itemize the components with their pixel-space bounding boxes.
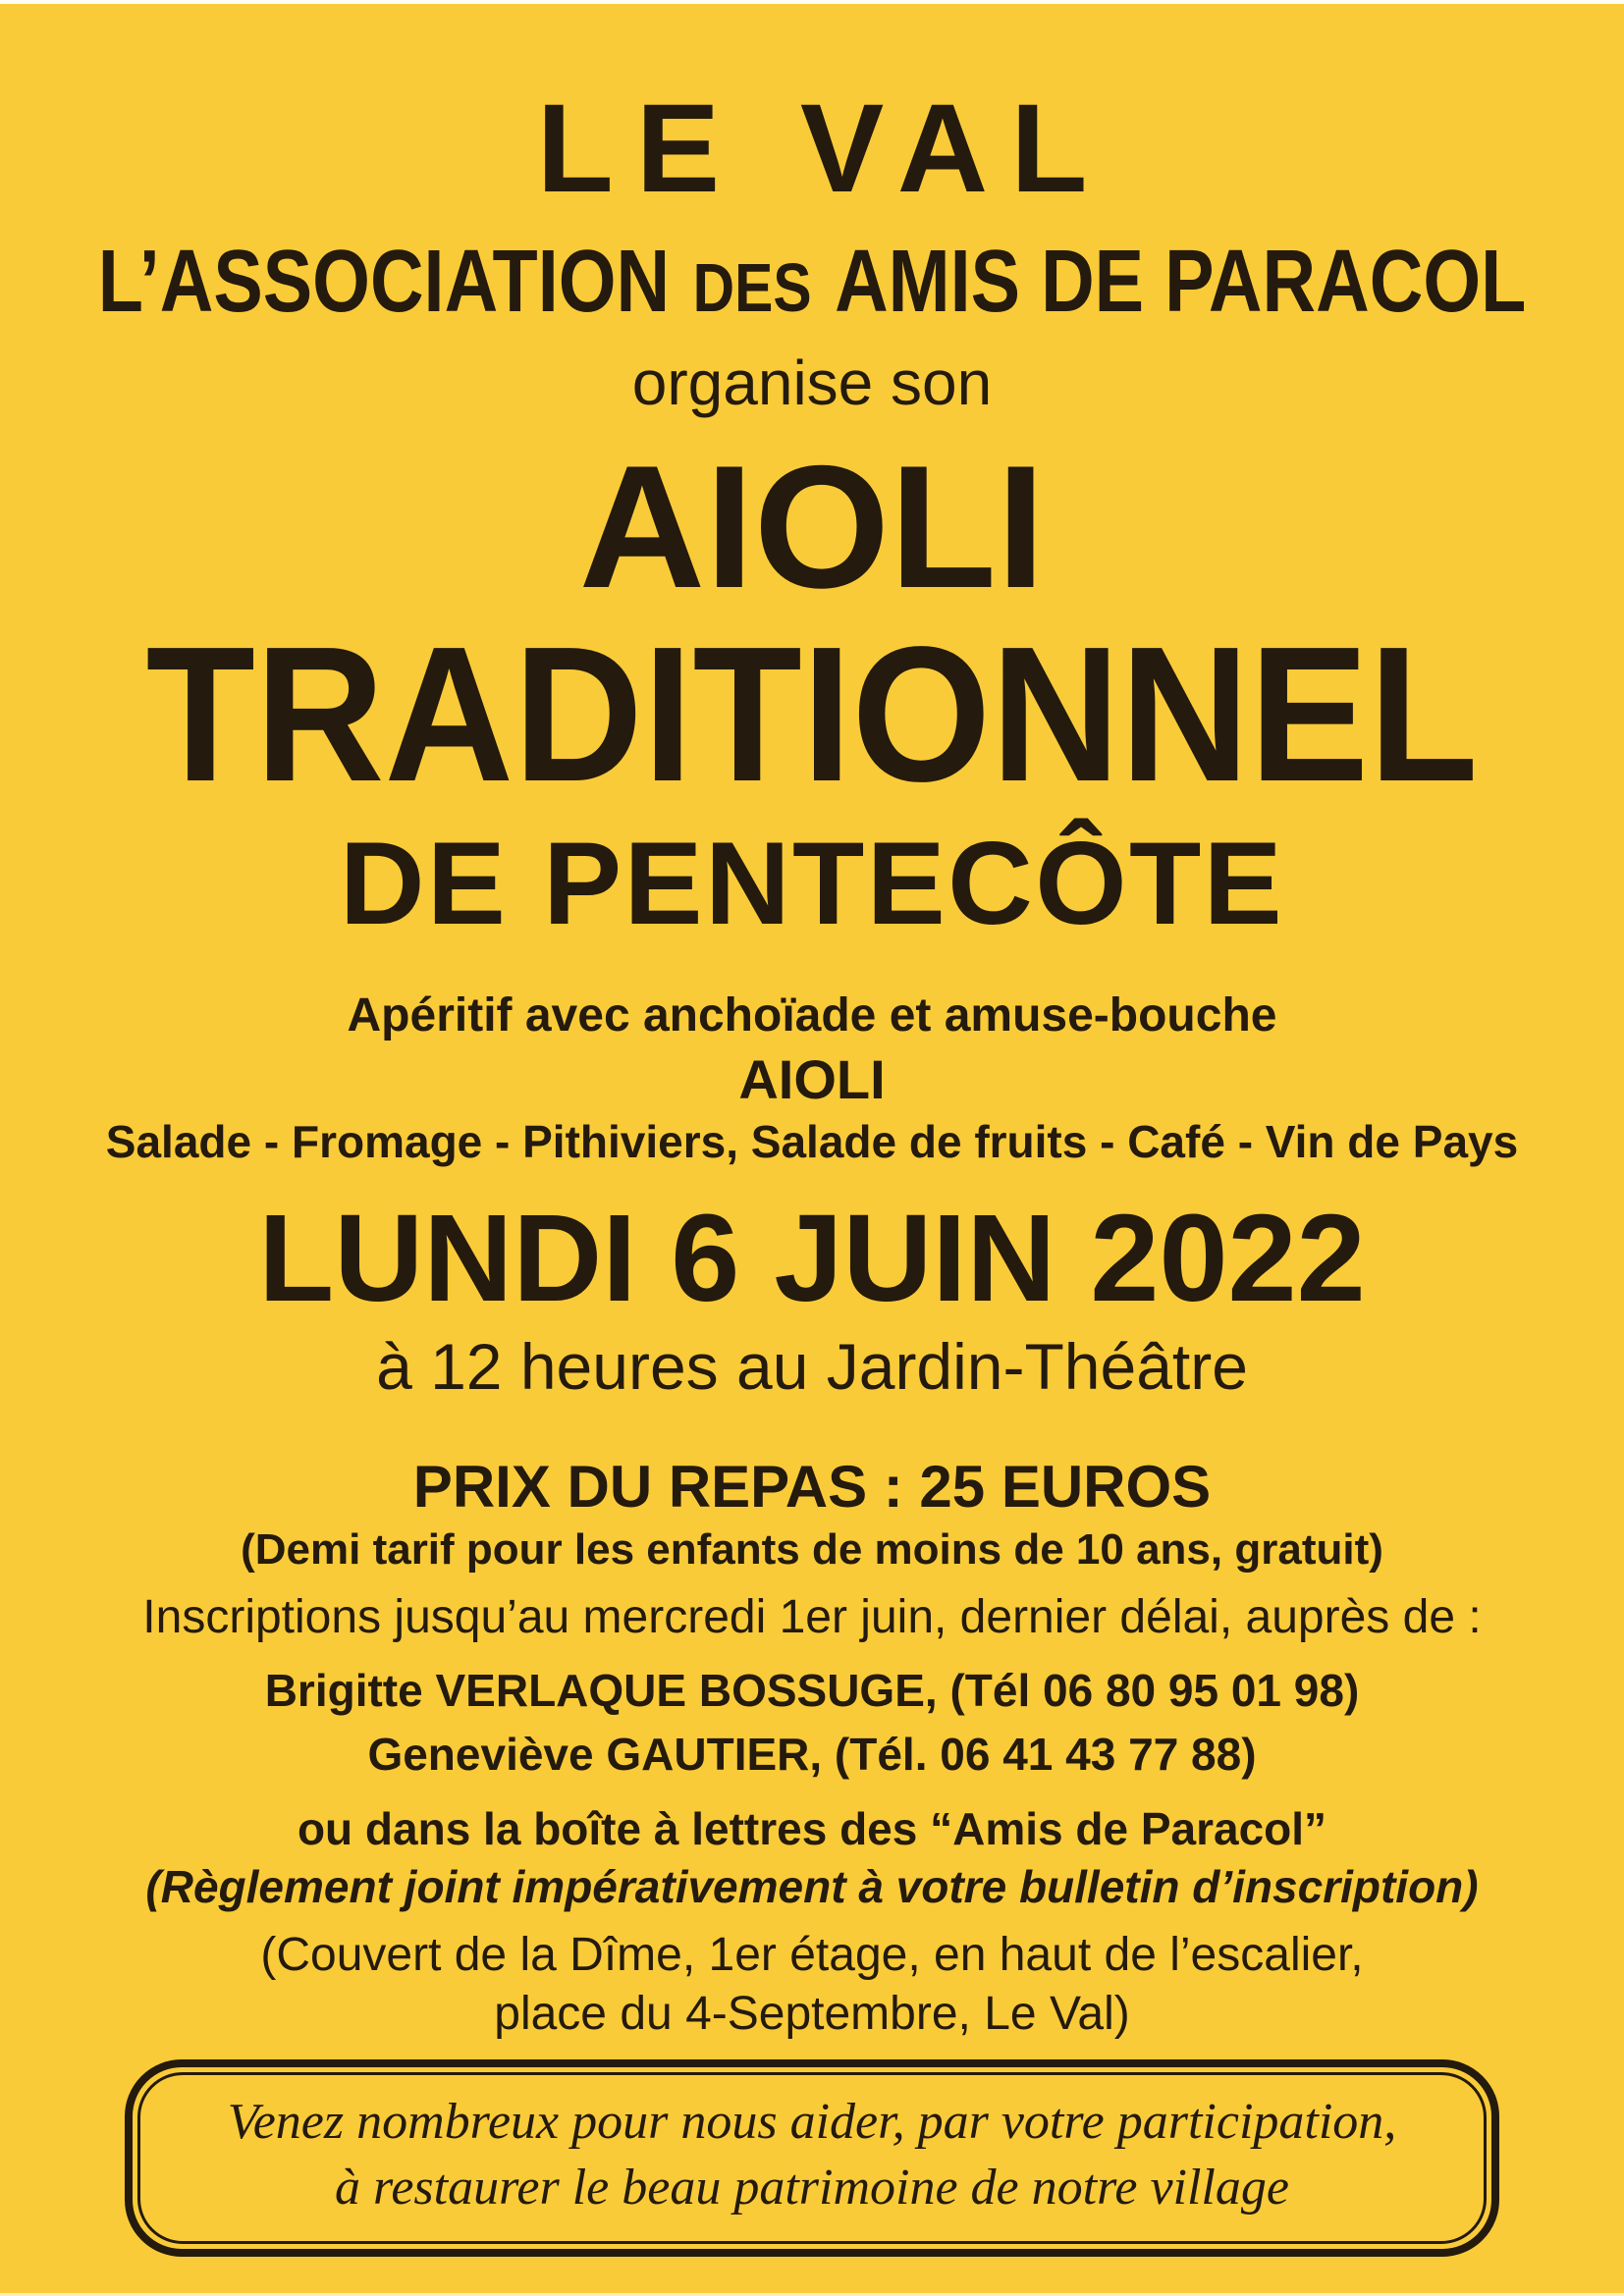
mailbox-option: ou dans la boîte à lettres des “Amis de Paracol”: [297, 1802, 1327, 1854]
payment-note: (Règlement joint impérativement à votre bulletin d’inscription): [145, 1861, 1479, 1913]
event-date: LUNDI 6 JUIN 2022: [258, 1189, 1366, 1328]
menu-aperitif: Apéritif avec anchoïade et amuse-bouche: [347, 989, 1277, 1041]
event-title-line3: DE PENTECÔTE: [339, 818, 1285, 949]
menu-section: [0, 986, 1624, 1171]
registration-deadline: Inscriptions jusqu’au mercredi 1er juin, dernier délai, auprès de :: [142, 1590, 1482, 1643]
menu-main-dish: AIOLI: [738, 1048, 886, 1111]
association-des: DES: [692, 249, 812, 326]
event-time-place: à 12 heures au Jardin-Théâtre: [376, 1330, 1248, 1404]
association-name: [97, 233, 1527, 331]
footer-message-line2: à restaurer le beau patrimoine de notre village: [335, 2160, 1289, 2216]
footer-message-line1: Venez nombreux pour nous aider, par votre participation,: [227, 2093, 1397, 2150]
event-title-line2: TRADITIONNEL: [145, 607, 1479, 822]
children-discount: (Demi tarif pour les enfants de moins de 10 ans, gratuit): [241, 1524, 1383, 1574]
mailbox-location-line2: place du 4-Septembre, Le Val): [494, 1987, 1130, 2040]
scan-edge-top: [0, 0, 1624, 4]
association-prefix: L’ASSOCIATION: [97, 233, 671, 331]
menu-items: Salade - Fromage - Pithiviers, Salade de fruits - Café - Vin de Pays: [105, 1115, 1519, 1167]
footer-message-box: [125, 2059, 1499, 2257]
meal-price: PRIX DU REPAS : 25 EUROS: [412, 1453, 1212, 1520]
mailbox-location-line1: (Couvert de la Dîme, 1er étage, en haut de l’escalier,: [260, 1928, 1364, 1981]
footer-message-box-inner: [137, 2072, 1487, 2244]
organise-line: organise son: [631, 347, 993, 418]
contact-genevieve: Geneviève GAUTIER, (Tél. 06 41 43 77 88): [367, 1729, 1257, 1781]
association-suffix: AMIS DE PARACOL: [835, 233, 1527, 331]
town-title: LE VAL: [536, 79, 1110, 219]
contact-brigitte: Brigitte VERLAQUE BOSSUGE, (Tél 06 80 95 01 98): [264, 1664, 1360, 1716]
event-title-line1: AIOLI: [578, 429, 1046, 624]
